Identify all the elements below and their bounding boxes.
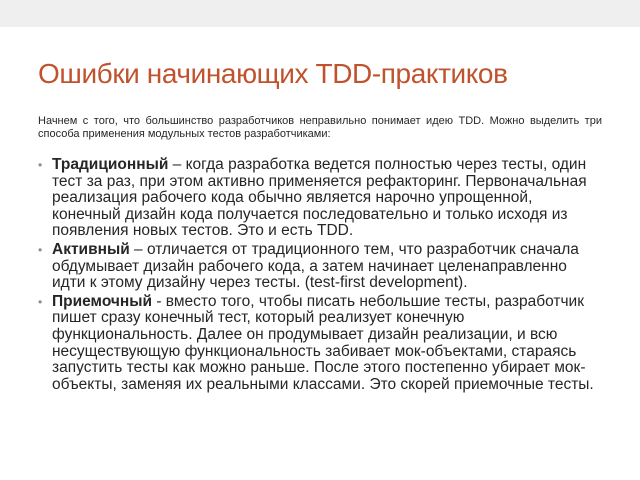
bullet-text: – отличается от традиционного тем, что разработчик сначала обдумывает дизайн рабочего кода, а затем начинает целенаправленно идти к этому дизайну через тесты. (test-first development).	[52, 240, 579, 292]
bullet-text: – когда разработка ведется полностью через тесты, один тест за раз, при этом активно применяется рефакторинг. Первоначальная реализация рабочего кода обычно является нарочно упрощенной, конечный дизайн кода получается последовательно и только исходя из появления новых тестов. Это и есть TDD.	[52, 156, 587, 240]
bullet-text: - вместо того, чтобы писать небольшие тесты, разработчик пишет сразу конечный тест, который реализует конечную функциональность. Далее он продумывает дизайн реализации, и всю несуществующую функциональность забивает мок-объектами, стараясь запустить тесты как можно раньше. После этого постепенно убирает мок-объекты, заменяя их реальными классами. Это скорей приемочные тесты.	[52, 292, 594, 393]
intro-paragraph: Начнем с того, что большинство разработчиков неправильно понимает идею TDD. Можно выделить три способа применения модульных тестов разработчиками:	[38, 115, 602, 140]
bullet-term: Традиционный	[52, 156, 169, 173]
bullet-traditional	[38, 157, 598, 240]
top-band	[0, 0, 640, 27]
bullet-acceptance	[38, 294, 598, 394]
slide-title: Ошибки начинающих TDD-практиков	[38, 58, 508, 89]
bullet-active	[38, 242, 598, 292]
bullet-term: Активный	[52, 240, 130, 258]
bullet-term: Приемочный	[52, 292, 153, 310]
bullet-marker: •	[38, 158, 43, 172]
bullet-marker: •	[38, 242, 43, 257]
bullet-list	[38, 157, 598, 395]
bullet-marker: •	[38, 294, 43, 309]
